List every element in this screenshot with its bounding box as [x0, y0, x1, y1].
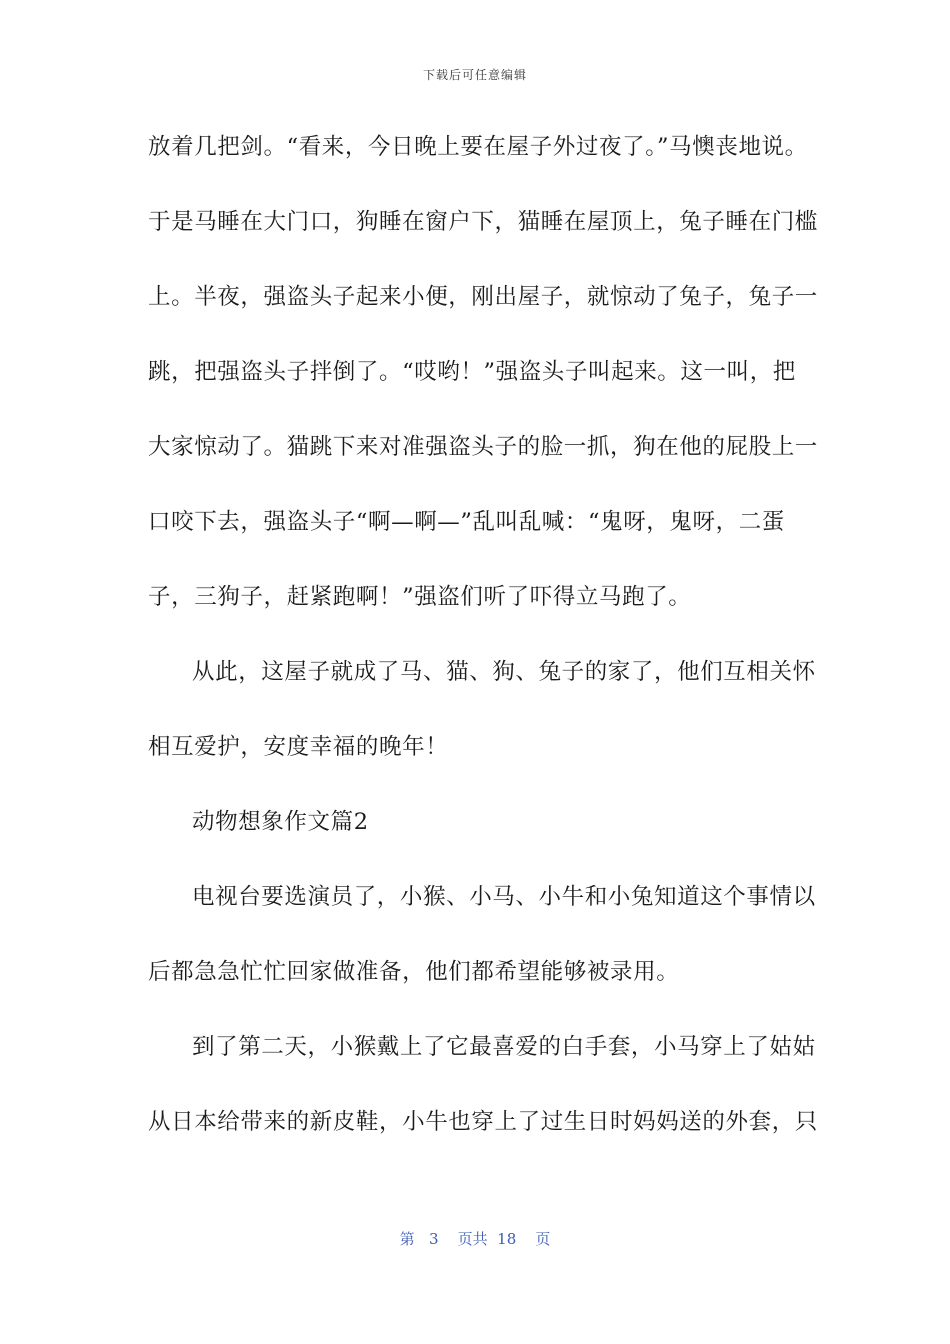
page-header: 下载后可任意编辑 — [422, 68, 527, 82]
text-line: 从日本给带来的新皮鞋，小牛也穿上了过生日时妈妈送的外套，只 — [148, 1109, 818, 1135]
document-body — [148, 122, 818, 1172]
section-heading: 动物想象作文篇2 — [192, 809, 369, 835]
text-line: 电视台要选演员了，小猴、小马、小牛和小兔知道这个事情以 — [192, 884, 816, 910]
footer-prefix: 第 — [399, 1230, 415, 1248]
text-line: 从此，这屋子就成了马、猫、狗、兔子的家了，他们互相关怀 — [192, 659, 816, 685]
text-line: 跳，把强盗头子拌倒了。“哎哟！”强盗头子叫起来。这一叫，把 — [148, 359, 796, 385]
footer-suffix: 页 — [535, 1230, 551, 1248]
current-page-number: 3 — [428, 1230, 439, 1248]
total-pages-number: 18 — [497, 1230, 517, 1248]
text-line: 于是马睡在大门口，狗睡在窗户下，猫睡在屋顶上，兔子睡在门槛 — [148, 209, 818, 235]
text-line: 放着几把剑。“看来，今日晚上要在屋子外过夜了。”马懊丧地说。 — [148, 134, 808, 160]
text-line: 到了第二天，小猴戴上了它最喜爱的白手套，小马穿上了姑姑 — [192, 1034, 816, 1060]
text-line: 子，三狗子，赶紧跑啊！”强盗们听了吓得立马跑了。 — [148, 584, 692, 610]
text-line: 上。半夜，强盗头子起来小便，刚出屋子，就惊动了兔子，兔子一 — [148, 284, 818, 310]
text-line: 后都急急忙忙回家做准备，他们都希望能够被录用。 — [148, 959, 680, 985]
text-line: 口咬下去，强盗头子“啊—啊—”乱叫乱喊：“鬼呀，鬼呀，二蛋 — [148, 509, 785, 535]
footer-middle: 页共 — [457, 1230, 488, 1248]
text-line: 大家惊动了。猫跳下来对准强盗头子的脸一抓，狗在他的屁股上一 — [148, 434, 818, 460]
page-footer — [0, 1228, 950, 1249]
text-line: 相互爱护，安度幸福的晚年！ — [148, 734, 449, 760]
